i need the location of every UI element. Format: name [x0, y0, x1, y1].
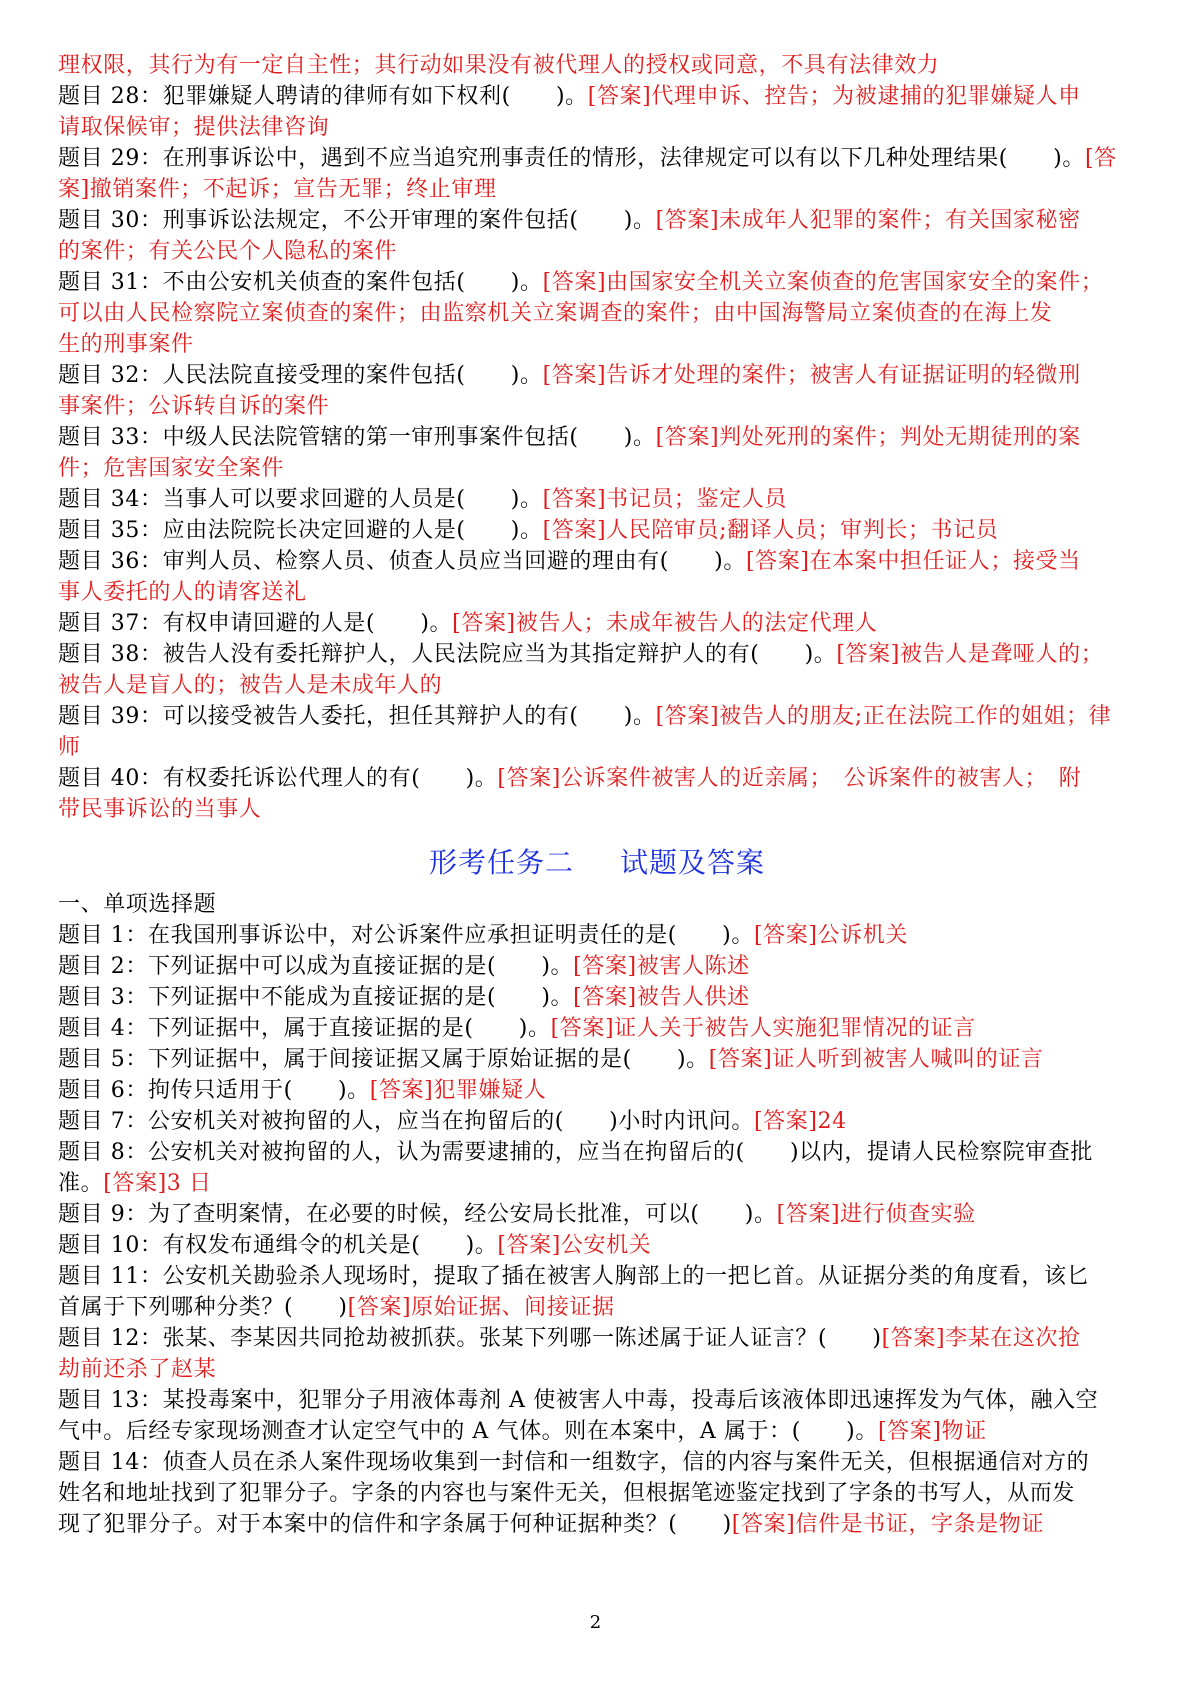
question-text: 题目 6：拘传只适用于( )。 — [58, 1078, 370, 1103]
question-text: 题目 33：中级人民法院管辖的第一审刑事案件包括( )。 — [58, 425, 656, 450]
question-text: 题目 4：下列证据中，属于直接证据的是( )。 — [58, 1016, 551, 1041]
answer-text: 案]撤销案件；不起诉；宣告无罪；终止审理 — [58, 177, 497, 202]
question-text: 题目 37：有权申请回避的人是( )。 — [58, 611, 453, 636]
section-title-part1: 形考任务二 — [428, 846, 574, 879]
text-line — [58, 267, 1136, 298]
text-line — [58, 639, 1136, 670]
answer-text: [答案]被告人是聋哑人的； — [836, 642, 1104, 667]
answer-text: 生的刑事案件 — [58, 332, 194, 357]
question-text: 准。 — [58, 1171, 104, 1196]
text-line — [58, 1354, 1136, 1385]
text-line — [58, 81, 1136, 112]
question-text: 题目 1：在我国刑事诉讼中，对公诉案件应承担证明责任的是( )。 — [58, 923, 754, 948]
question-text: 题目 40：有权委托诉讼代理人的有( )。 — [58, 766, 498, 791]
text-line — [58, 1509, 1136, 1540]
text-line — [58, 453, 1136, 484]
text-line — [58, 391, 1136, 422]
answer-text: [答案]告诉才处理的案件；被害人有证据证明的轻微刑 — [542, 363, 1081, 388]
text-line — [58, 329, 1136, 360]
answer-text: 件；危害国家安全案件 — [58, 456, 285, 481]
text-line — [58, 763, 1136, 794]
answer-text: [答案]由国家安全机关立案侦查的危害国家安全的案件； — [542, 270, 1104, 295]
text-line — [58, 1292, 1136, 1323]
answer-text: [答案]未成年人犯罪的案件；有关国家秘密 — [655, 208, 1081, 233]
text-line — [58, 732, 1136, 763]
text-line — [58, 546, 1136, 577]
question-text: 题目 36：审判人员、检察人员、侦查人员应当回避的理由有( )。 — [58, 549, 746, 574]
text-line — [58, 670, 1136, 701]
section-title — [58, 843, 1136, 883]
answer-text: 理权限，其行为有一定自主性；其行动如果没有被代理人的授权或同意，不具有法律效力 — [58, 53, 940, 78]
text-line — [58, 1416, 1136, 1447]
text-line — [58, 1261, 1136, 1292]
answer-text: [答案]信件是书证，字条是物证 — [731, 1512, 1044, 1537]
section-title-part2: 试题及答案 — [620, 846, 766, 879]
text-line — [58, 298, 1136, 329]
question-text: 气中。后经专家现场测查才认定空气中的 A 气体。则在本案中，A 属于：( )。 — [58, 1419, 878, 1444]
text-line — [58, 422, 1136, 453]
question-text: 题目 10：有权发布通缉令的机关是( )。 — [58, 1233, 498, 1258]
page-number: 2 — [589, 1612, 602, 1633]
answer-text: [答案]李某在这次抢 — [881, 1326, 1081, 1351]
text-line — [58, 236, 1136, 267]
question-text: 题目 29：在刑事诉讼中，遇到不应当追究刑事责任的情形，法律规定可以有以下几种处理结果( )。 — [58, 146, 1085, 171]
text-line — [58, 112, 1136, 143]
text-line — [58, 1106, 1136, 1137]
answer-text: 可以由人民检察院立案侦查的案件；由监察机关立案调查的案件；由中国海警局立案侦查的在海上发 — [58, 301, 1053, 326]
text-line — [58, 1385, 1136, 1416]
answer-text: [答案]证人关于被告人实施犯罪情况的证言 — [550, 1016, 976, 1041]
sub-heading: 一、单项选择题 — [58, 892, 217, 917]
answer-text: [答案]物证 — [877, 1419, 987, 1444]
question-text: 题目 32：人民法院直接受理的案件包括( )。 — [58, 363, 543, 388]
text-line — [58, 484, 1136, 515]
question-list-part1 — [58, 50, 1136, 825]
text-line — [58, 515, 1136, 546]
answer-text: [答案]被告人的朋友;正在法院工作的姐姐；律 — [655, 704, 1112, 729]
answer-text: 请取保候审；提供法律咨询 — [58, 115, 330, 140]
question-text: 题目 39：可以接受被告人委托，担任其辩护人的有( )。 — [58, 704, 656, 729]
answer-text: [答案]公安机关 — [497, 1233, 652, 1258]
question-text: 题目 9：为了查明案情，在必要的时候，经公安局长批准，可以( )。 — [58, 1202, 777, 1227]
question-list-part2 — [58, 920, 1136, 1540]
text-line — [58, 143, 1136, 174]
answer-text: [答案]书记员；鉴定人员 — [542, 487, 787, 512]
text-line — [58, 982, 1136, 1013]
answer-text: 被告人是盲人的；被告人是未成年人的 — [58, 673, 443, 698]
answer-text: [答案]判处死刑的案件；判处无期徒刑的案 — [655, 425, 1081, 450]
answer-text: [答案]代理申诉、控告；为被逮捕的犯罪嫌疑人申 — [587, 84, 1081, 109]
text-line — [58, 1478, 1136, 1509]
question-text: 题目 14：侦查人员在杀人案件现场收集到一封信和一组数字，信的内容与案件无关，但根据通信对方的 — [58, 1450, 1090, 1475]
text-line — [58, 951, 1136, 982]
text-line — [58, 1447, 1136, 1478]
answer-text: 事案件；公诉转自诉的案件 — [58, 394, 330, 419]
question-text: 题目 30：刑事诉讼法规定，不公开审理的案件包括( )。 — [58, 208, 656, 233]
answer-text: [答案]被告人；未成年被告人的法定代理人 — [452, 611, 878, 636]
answer-text: [答案]人民陪审员;翻译人员；审判长；书记员 — [542, 518, 999, 543]
answer-text: [答案]3 日 — [103, 1171, 212, 1196]
answer-text: [答案]公诉机关 — [753, 923, 908, 948]
question-text: 题目 2：下列证据中可以成为直接证据的是( )。 — [58, 954, 574, 979]
question-text: 题目 8：公安机关对被拘留的人，认为需要逮捕的，应当在拘留后的( )以内，提请人民检察院审查批 — [58, 1140, 1093, 1165]
question-text: 题目 12：张某、李某因共同抢劫被抓获。张某下列哪一陈述属于证人证言？( ) — [58, 1326, 882, 1351]
answer-text: 带民事诉讼的当事人 — [58, 797, 262, 822]
question-text: 题目 31：不由公安机关侦查的案件包括( )。 — [58, 270, 543, 295]
answer-text: [答案]24 — [753, 1109, 847, 1134]
question-text: 题目 38：被告人没有委托辩护人，人民法院应当为其指定辩护人的有( )。 — [58, 642, 837, 667]
question-text: 题目 35：应由法院院长决定回避的人是( )。 — [58, 518, 543, 543]
question-text: 题目 7：公安机关对被拘留的人，应当在拘留后的( )小时内讯问。 — [58, 1109, 754, 1134]
answer-text: [答案]被害人陈述 — [573, 954, 750, 979]
text-line — [58, 608, 1136, 639]
text-line — [58, 1199, 1136, 1230]
answer-text: [答案]原始证据、间接证据 — [347, 1295, 615, 1320]
question-text: 题目 28：犯罪嫌疑人聘请的律师有如下权利( )。 — [58, 84, 588, 109]
text-line — [58, 701, 1136, 732]
answer-text: [答案]证人听到被害人喊叫的证言 — [708, 1047, 1044, 1072]
answer-text: 的案件；有关公民个人隐私的案件 — [58, 239, 398, 264]
answer-text: [答案]公诉案件被害人的近亲属； 公诉案件的被害人； 附 — [497, 766, 1082, 791]
question-text: 题目 13：某投毒案中，犯罪分子用液体毒剂 A 使被害人中毒，投毒后该液体即迅速挥发为气体，融入空 — [58, 1388, 1099, 1413]
text-line — [58, 1044, 1136, 1075]
answer-text: [答 — [1084, 146, 1117, 171]
answer-text: 师 — [58, 735, 81, 760]
text-line — [58, 1075, 1136, 1106]
question-text: 首属于下列哪种分类？( ) — [58, 1295, 348, 1320]
answer-text: [答案]犯罪嫌疑人 — [369, 1078, 547, 1103]
answer-text: [答案]在本案中担任证人；接受当 — [745, 549, 1081, 574]
question-text: 姓名和地址找到了犯罪分子。字条的内容也与案件无关，但根据笔迹鉴定找到了字条的书写人，从而发 — [58, 1481, 1076, 1506]
question-text: 现了犯罪分子。对于本案中的信件和字条属于何种证据种类？( ) — [58, 1512, 732, 1537]
answer-text: 劫前还杀了赵某 — [58, 1357, 217, 1382]
text-line — [58, 1230, 1136, 1261]
text-line — [58, 1323, 1136, 1354]
document-page — [58, 50, 1136, 1540]
answer-text: [答案]被告人供述 — [573, 985, 750, 1010]
text-line — [58, 360, 1136, 391]
text-line — [58, 794, 1136, 825]
text-line — [58, 205, 1136, 236]
text-line — [58, 577, 1136, 608]
question-text: 题目 34：当事人可以要求回避的人员是( )。 — [58, 487, 543, 512]
text-line — [58, 50, 1136, 81]
answer-text: 事人委托的人的请客送礼 — [58, 580, 307, 605]
answer-text: [答案]进行侦查实验 — [776, 1202, 976, 1227]
text-line — [58, 1013, 1136, 1044]
question-text: 题目 11：公安机关勘验杀人现场时，提取了插在被害人胸部上的一把匕首。从证据分类的角度看，该匕 — [58, 1264, 1090, 1289]
question-text: 题目 5：下列证据中，属于间接证据又属于原始证据的是( )。 — [58, 1047, 709, 1072]
question-text: 题目 3：下列证据中不能成为直接证据的是( )。 — [58, 985, 574, 1010]
text-line — [58, 920, 1136, 951]
text-line — [58, 1137, 1136, 1168]
text-line — [58, 1168, 1136, 1199]
text-line — [58, 174, 1136, 205]
